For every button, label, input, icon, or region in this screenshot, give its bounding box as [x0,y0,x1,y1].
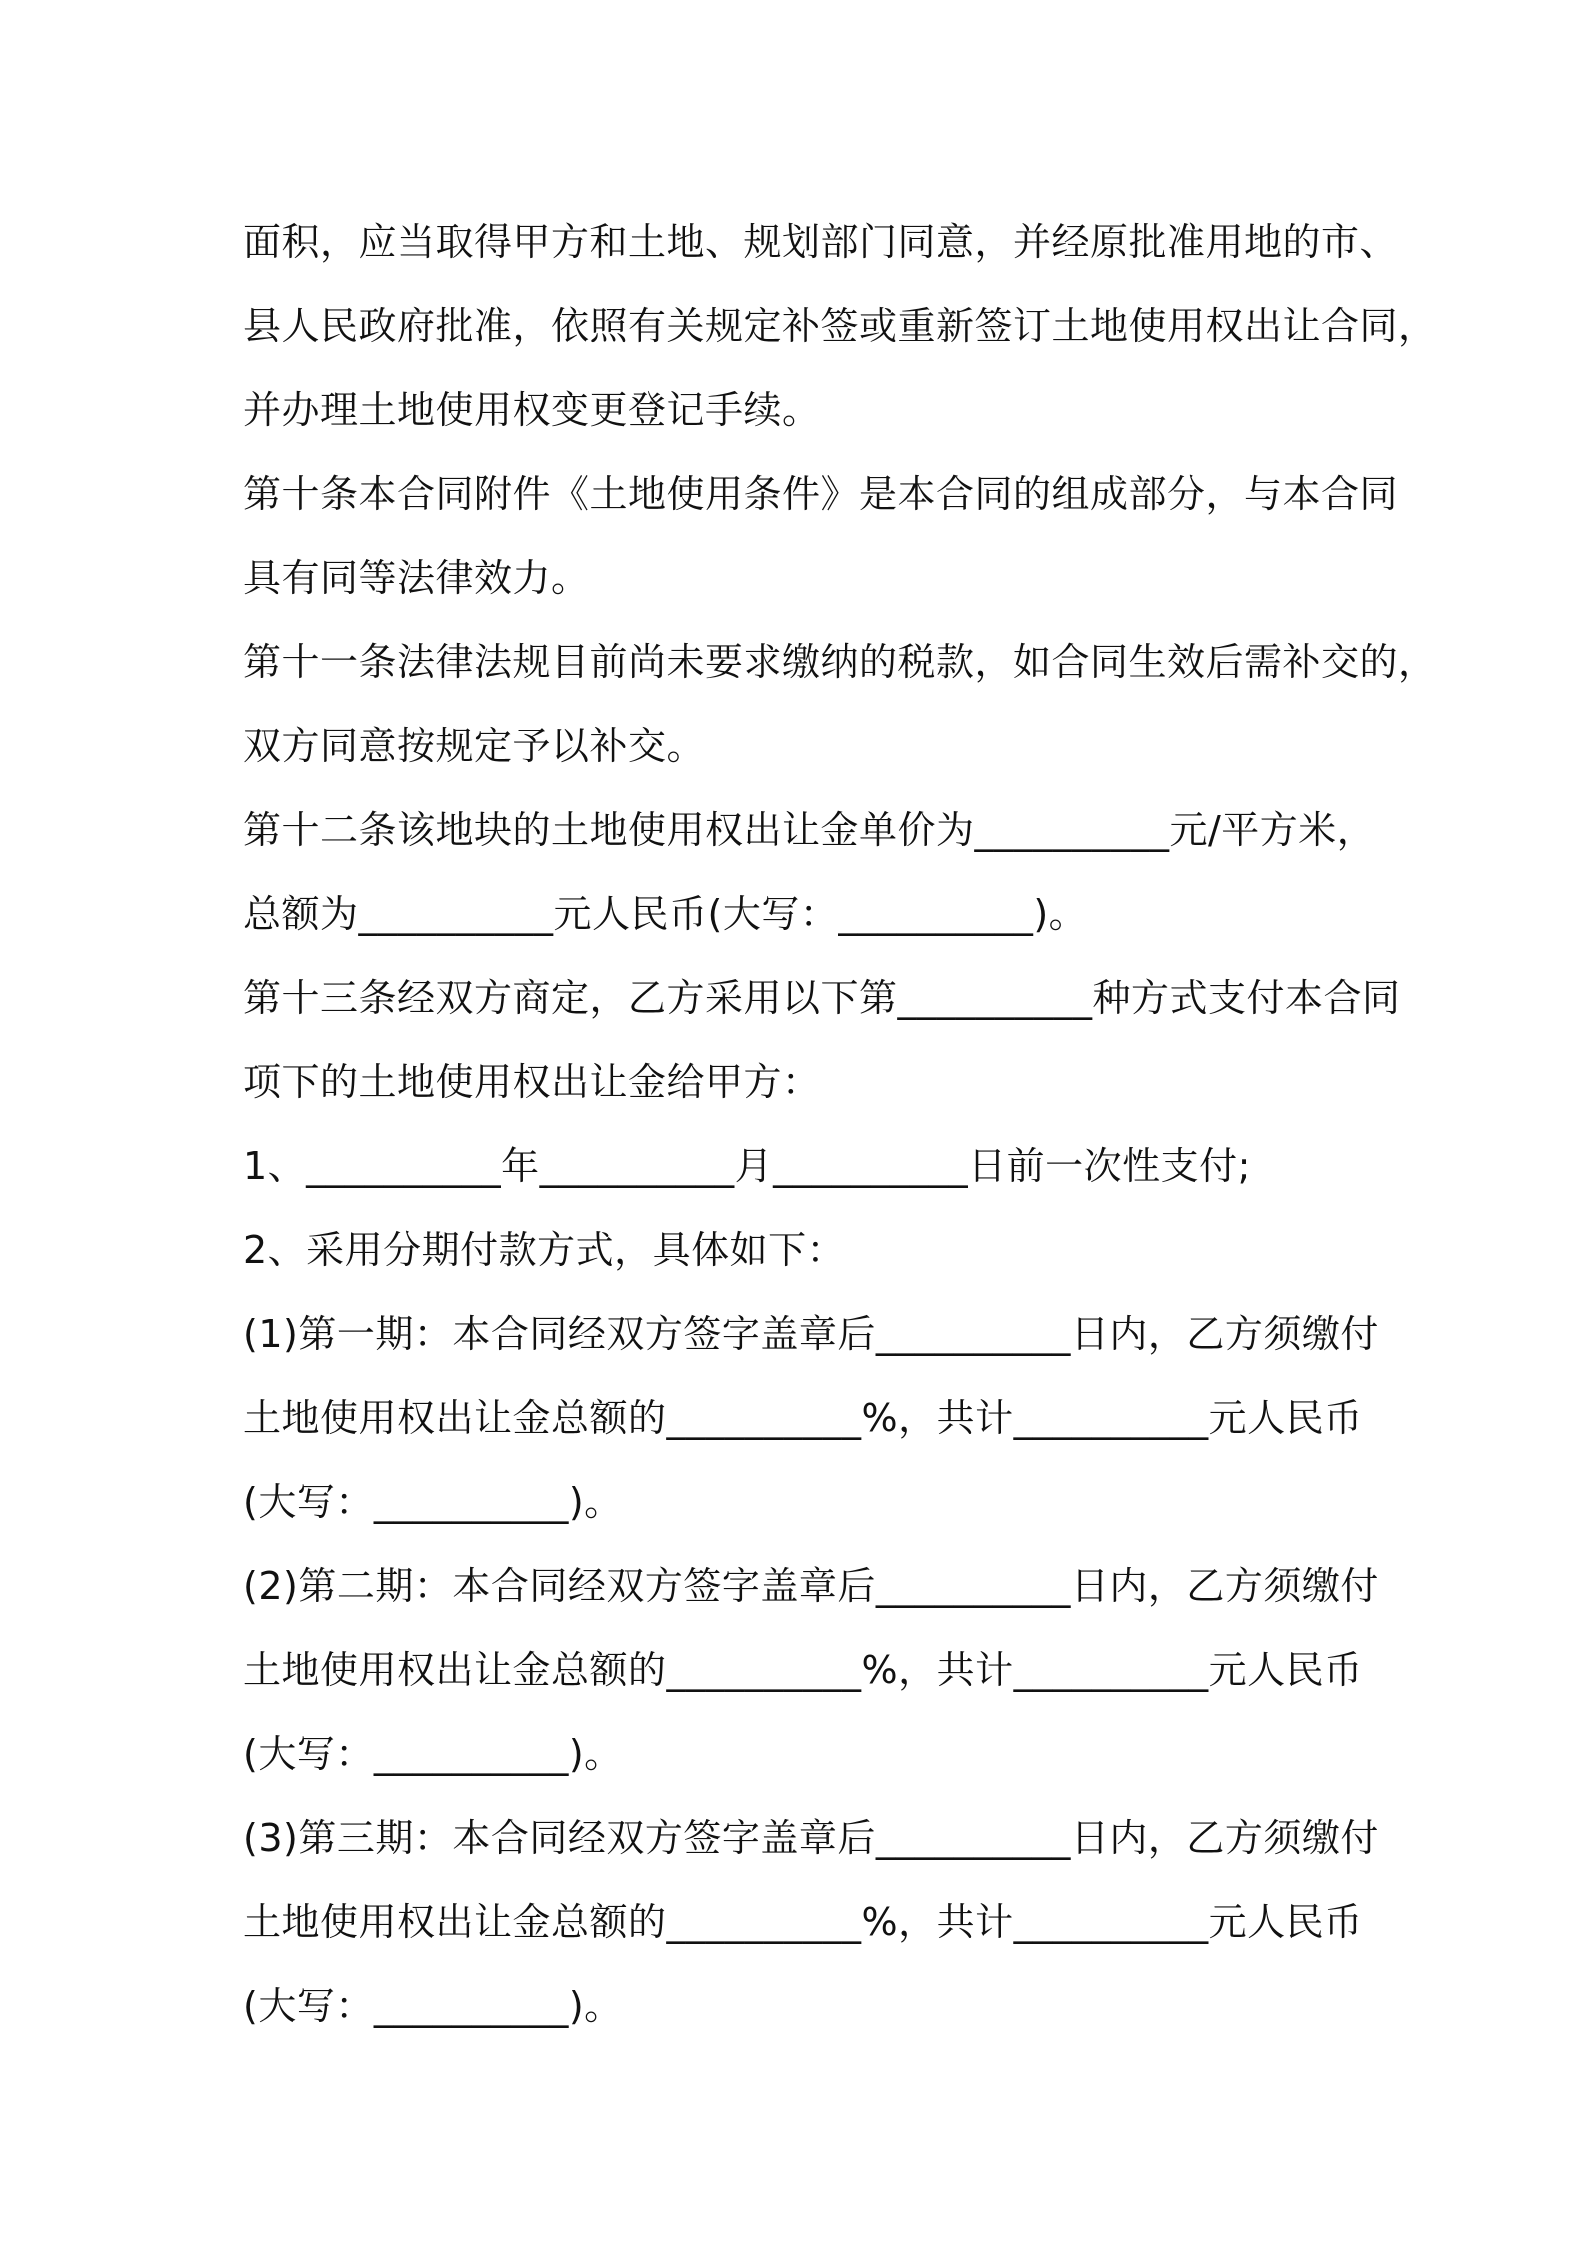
text-line: 具有同等法律效力。 [243,556,590,600]
text-line: 并办理土地使用权变更登记手续。 [243,388,821,432]
article-11-line: 第十一条法律法规目前尚未要求缴纳的税款，如合同生效后需补交的， [243,640,1437,684]
text-line: 双方同意按规定予以补交。 [243,724,706,768]
text-line: 土地使用权出让金总额的__________%，共计__________元人民币 [243,1396,1363,1440]
text-line: 土地使用权出让金总额的__________%，共计__________元人民币 [243,1900,1363,1944]
text-line: 面积，应当取得甲方和土地、规划部门同意，并经原批准用地的市、 [243,220,1399,264]
text-line: (大写：__________)。 [243,1984,623,2028]
text-line: (大写：__________)。 [243,1480,623,1524]
payment-option-1: 1、__________年__________月__________日前一次性支付; [243,1144,1251,1188]
text-line: 项下的土地使用权出让金给甲方： [243,1060,821,1104]
payment-option-2: 2、采用分期付款方式，具体如下： [243,1228,846,1272]
installment-1-line: (1)第一期：本合同经双方签字盖章后__________日内，乙方须缴付 [243,1312,1379,1356]
contract-body [243,200,1437,2048]
text-line: 县人民政府批准，依照有关规定补签或重新签订土地使用权出让合同， [243,304,1437,348]
installment-2-line: (2)第二期：本合同经双方签字盖章后__________日内，乙方须缴付 [243,1564,1379,1608]
article-10-line: 第十条本合同附件《土地使用条件》是本合同的组成部分，与本合同 [243,472,1399,516]
text-line: 总额为__________元人民币(大写：__________)。 [243,892,1088,936]
installment-3-line: (3)第三期：本合同经双方签字盖章后__________日内，乙方须缴付 [243,1816,1379,1860]
article-13-line: 第十三条经双方商定，乙方采用以下第__________种方式支付本合同 [243,976,1401,1020]
article-12-line: 第十二条该地块的土地使用权出让金单价为__________元/平方米， [243,808,1376,852]
text-line: 土地使用权出让金总额的__________%，共计__________元人民币 [243,1648,1363,1692]
text-line: (大写：__________)。 [243,1732,623,1776]
